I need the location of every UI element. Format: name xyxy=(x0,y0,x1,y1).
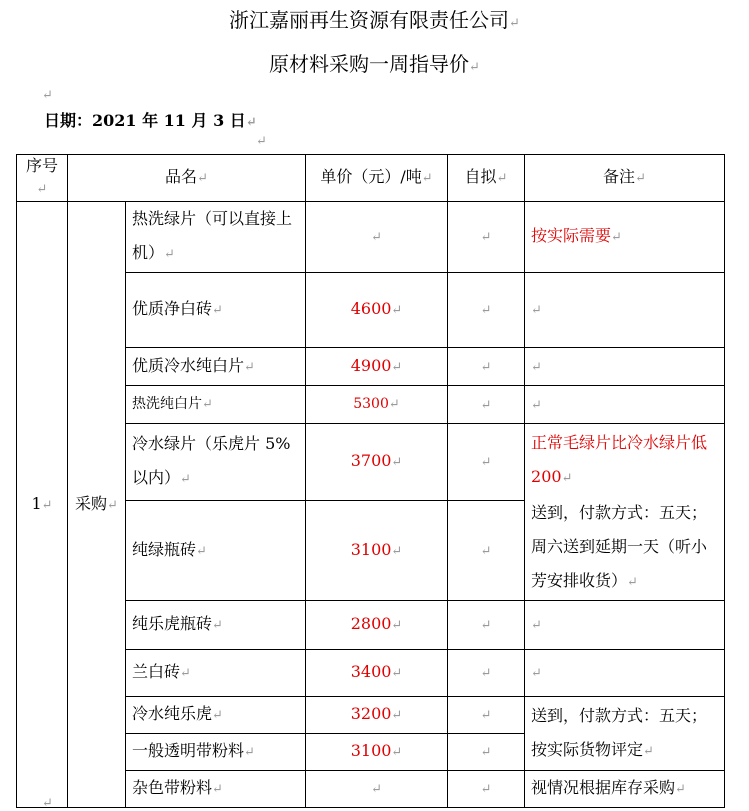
item-self: ↵ xyxy=(448,424,525,501)
item-note: ↵ xyxy=(525,273,725,348)
item-note: ↵ xyxy=(525,650,725,697)
header-seq: 序号↵ xyxy=(17,155,68,202)
item-name: 杂色带粉料↵ xyxy=(126,771,306,808)
item-name: 兰白砖↵ xyxy=(126,650,306,697)
item-note-merged: 正常毛绿片比冷水绿片低 200↵ 送到，付款方式：五天；周六送到延期一天（听小芳安排收货）↵ xyxy=(525,424,725,601)
item-note: ↵ xyxy=(525,348,725,386)
category-cell: 采购↵ xyxy=(68,202,126,808)
paragraph-mark: ↵ xyxy=(42,796,53,811)
header-name: 品名↵ xyxy=(68,155,306,202)
item-price: 3100↵ xyxy=(306,501,448,601)
price-table xyxy=(16,154,725,808)
item-price: 3200↵ xyxy=(306,697,448,734)
item-self: ↵ xyxy=(448,734,525,771)
item-price: ↵ xyxy=(306,771,448,808)
item-name: 优质冷水纯白片↵ xyxy=(126,348,306,386)
item-name: 优质净白砖↵ xyxy=(126,273,306,348)
header-note: 备注↵ xyxy=(525,155,725,202)
item-self: ↵ xyxy=(448,650,525,697)
item-self: ↵ xyxy=(448,501,525,601)
item-price: 4900↵ xyxy=(306,348,448,386)
item-name: 纯绿瓶砖↵ xyxy=(126,501,306,601)
header-price: 单价（元）/吨↵ xyxy=(306,155,448,202)
item-self: ↵ xyxy=(448,273,525,348)
date-line: 日期：2021 年 11 月 3 日↵ xyxy=(44,111,257,130)
item-price: ↵ xyxy=(306,202,448,273)
item-price: 4600↵ xyxy=(306,273,448,348)
item-self: ↵ xyxy=(448,771,525,808)
item-name: 热洗绿片（可以直接上机）↵ xyxy=(126,202,306,273)
item-price: 5300↵ xyxy=(306,386,448,424)
table-row xyxy=(17,202,725,273)
item-self: ↵ xyxy=(448,601,525,650)
item-price: 3700↵ xyxy=(306,424,448,501)
item-name: 热洗纯白片↵ xyxy=(126,386,306,424)
item-name: 冷水纯乐虎↵ xyxy=(126,697,306,734)
item-note-merged: 送到，付款方式：五天；按实际货物评定↵ xyxy=(525,697,725,771)
item-self: ↵ xyxy=(448,348,525,386)
item-name: 冷水绿片（乐虎片 5%以内）↵ xyxy=(126,424,306,501)
item-self: ↵ xyxy=(448,697,525,734)
item-name: 一般透明带粉料↵ xyxy=(126,734,306,771)
paragraph-mark: ↵ xyxy=(256,134,267,149)
item-price: 3400↵ xyxy=(306,650,448,697)
item-note: 按实际需要↵ xyxy=(525,202,725,273)
item-note: 视情况根据库存采购↵ xyxy=(525,771,725,808)
company-title: 浙江嘉丽再生资源有限责任公司↵ xyxy=(229,8,520,32)
paragraph-mark: ↵ xyxy=(42,88,53,103)
item-self: ↵ xyxy=(448,202,525,273)
seq-cell: 1↵ xyxy=(17,202,68,808)
item-note: ↵ xyxy=(525,386,725,424)
table-header-row xyxy=(17,155,725,202)
item-self: ↵ xyxy=(448,386,525,424)
document-subtitle: 原材料采购一周指导价↵ xyxy=(269,52,480,76)
item-price: 2800↵ xyxy=(306,601,448,650)
item-price: 3100↵ xyxy=(306,734,448,771)
item-note: ↵ xyxy=(525,601,725,650)
item-name: 纯乐虎瓶砖↵ xyxy=(126,601,306,650)
header-self: 自拟↵ xyxy=(448,155,525,202)
